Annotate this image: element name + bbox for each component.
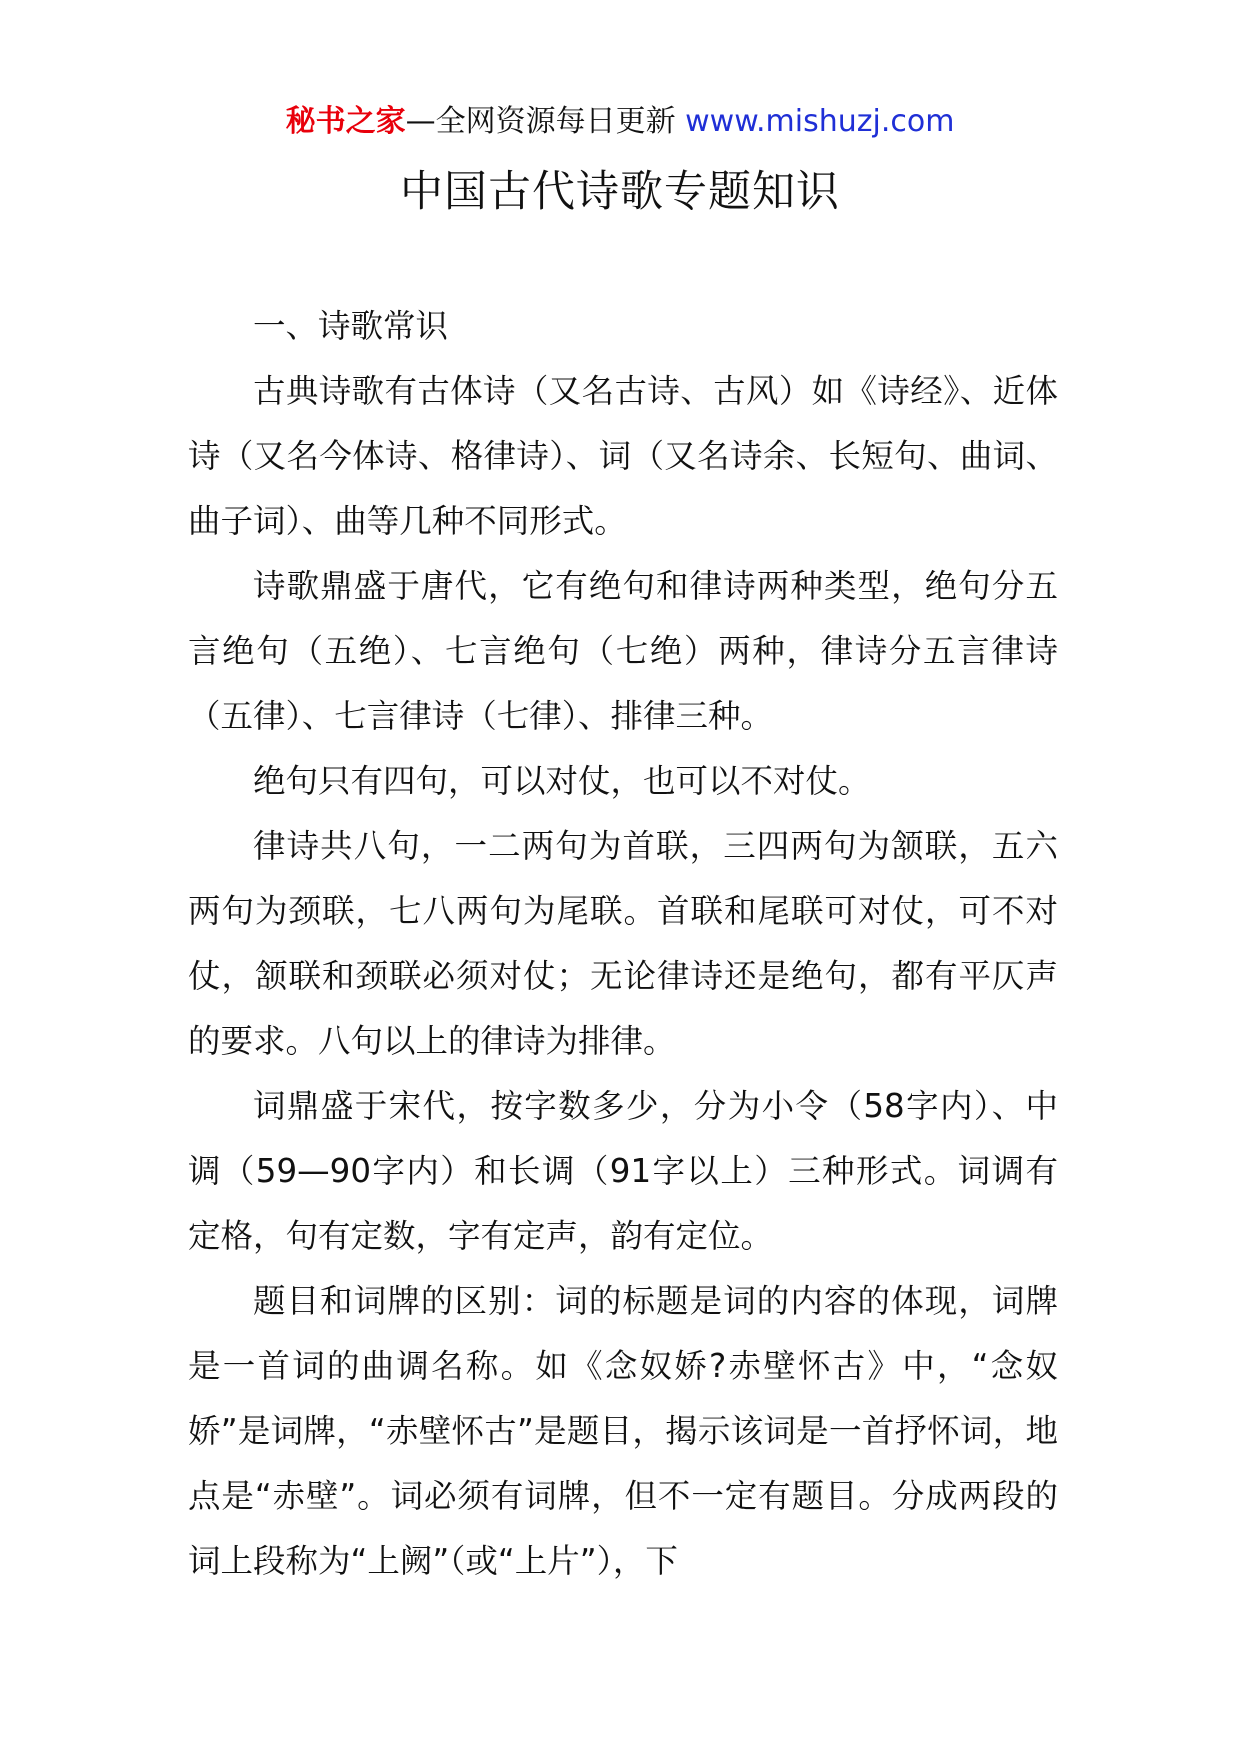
paragraph: 古典诗歌有古体诗（又名古诗、古风）如《诗经》、近体诗（又名今体诗、格律诗）、词（又名诗余、长短句、曲词、曲子词）、曲等几种不同形式。 (188, 372, 1058, 540)
site-brand: 秘书之家 (285, 104, 406, 139)
paragraph: 律诗共八句，一二两句为首联，三四两句为颔联，五六两句为颈联，七八两句为尾联。首联和尾联可对仗，可不对仗，颔联和颈联必须对仗；无论律诗还是绝句，都有平仄声的要求。八句以上的律诗为排律。 (188, 827, 1058, 1060)
site-header (0, 100, 1240, 144)
section-heading: 一、诗歌常识 (253, 307, 449, 345)
site-tagline: —全网资源每日更新 (405, 104, 686, 139)
paragraph: 题目和词牌的区别：词的标题是词的内容的体现，词牌是一首词的曲调名称。如《念奴娇?赤壁怀古》中，“念奴娇”是词牌，“赤壁怀古”是题目，揭示该词是一首抒怀词，地点是“赤壁”。词必须有词牌，但不一定有题目。分成两段的词上段称为“上阙”（或“上片”），下 (188, 1282, 1058, 1580)
document-title: 中国古代诗歌专题知识 (400, 167, 840, 217)
site-url: www.mishuzj.com (685, 104, 955, 139)
paragraph: 词鼎盛于宋代，按字数多少，分为小令（58字内）、中调（59—90字内）和长调（91字以上）三种形式。词调有定格，句有定数，字有定声，韵有定位。 (188, 1087, 1058, 1255)
document-body (188, 294, 1058, 1594)
paragraph: 绝句只有四句，可以对仗，也可以不对仗。 (253, 762, 871, 800)
paragraph: 诗歌鼎盛于唐代，它有绝句和律诗两种类型，绝句分五言绝句（五绝）、七言绝句（七绝）两种，律诗分五言律诗（五律）、七言律诗（七律）、排律三种。 (188, 567, 1058, 735)
